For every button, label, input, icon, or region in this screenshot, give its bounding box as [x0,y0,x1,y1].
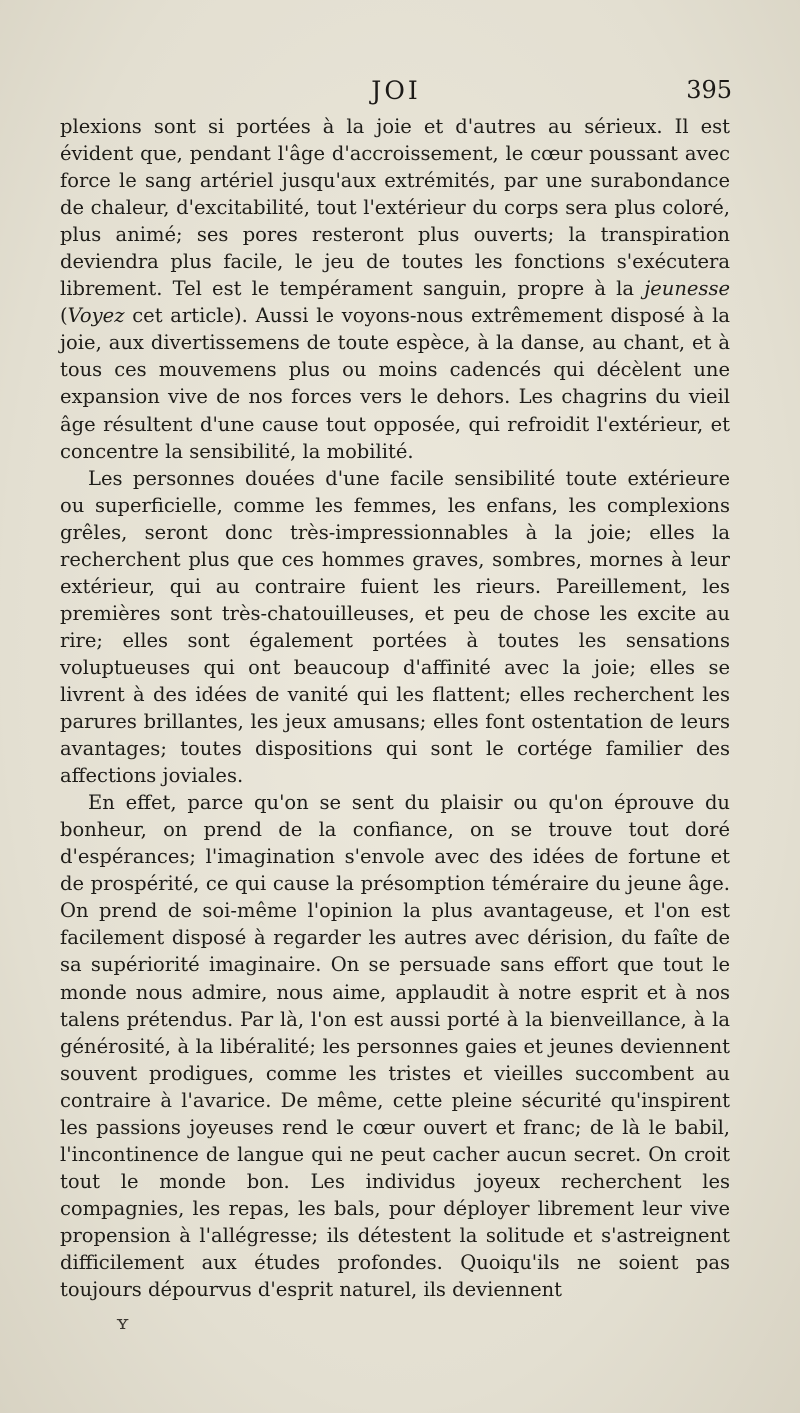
footer-mark: ʏ [116,1310,130,1334]
page-number: 395 [686,76,732,104]
paragraph-1-text-c: cet article). Aussi le voyons-nous extrêmement disposé à la joie, aux divertissemens de toute espèce, à la danse, au chant, et à tous ces mouvemens plus ou moins cadencés qui décèlent une expansion vive de nos forces vers le dehors. Les chagrins du vieil âge résultent d'une cause tout opposée, qui refroidit l'extérieur, et concentre la sensibilité, la mobilité. [60,304,730,463]
italic-jeunesse: jeunesse [644,277,730,301]
italic-voyez: Voyez [67,304,125,328]
body-text [60,113,730,1303]
page-header [60,76,732,112]
paragraph-1-text-b: ( [60,304,68,328]
paragraph-3: En effet, parce qu'on se sent du plaisir ou qu'on éprouve du bonheur, on prend de la confiance, on se trouve tout doré d'espérances; l'imagination s'envole avec des idées de fortune et de prospérité, ce qui cause la présomption téméraire du jeune âge. On prend de soi-même l'opinion la plus avantageuse, et l'on est facilement disposé à regarder les autres avec dérision, du faîte de sa supériorité imaginaire. On se persuade sans effort que tout le monde nous admire, nous aime, applaudit à notre esprit et à nos talens prétendus. Par là, l'on est aussi porté à la bienveillance, à la générosité, à la libéralité; les personnes gaies et jeunes deviennent souvent prodigues, comme les tristes et vieilles succombent au contraire à l'avarice. De même, cette pleine sécurité qu'inspirent les passions joyeuses rend le cœur ouvert et franc; de là le babil, l'incontinence de langue qui ne peut cacher aucun secret. On croit tout le monde bon. Les individus joyeux recherchent les compagnies, les repas, les bals, pour déployer librement leur vive propension à l'allégresse; ils détestent la solitude et s'astreignent difficilement aux études profondes. Quoiqu'ils ne soient pas toujours dépourvus d'esprit naturel, ils deviennent [60,791,730,1302]
paragraph-1-text-a: plexions sont si portées à la joie et d'autres au sérieux. Il est évident que, pendant l'âge d'accroissement, le cœur poussant avec force le sang artériel jusqu'aux extrémités, par une surabondance de chaleur, d'excitabilité, tout l'extérieur du corps sera plus coloré, plus animé; ses pores resteront plus ouverts; la transpiration deviendra plus facile, le jeu de toutes les fonctions s'exécutera librement. Tel est le tempérament sanguin, propre à la [60,115,730,301]
paragraph-2: Les personnes douées d'une facile sensibilité toute extérieure ou superficielle, comme les femmes, les enfans, les complexions grêles, seront donc très-impressionnables à la joie; elles la recherchent plus que ces hommes graves, sombres, mornes à leur extérieur, qui au contraire fuient les rieurs. Pareillement, les premières sont très-chatouilleuses, et peu de chose les excite au rire; elles sont également portées à toutes les sensations voluptueuses qui ont beaucoup d'affinité avec la joie; elles se livrent à des idées de vanité qui les flattent; elles recherchent les parures brillantes, les jeux amusans; elles font ostentation de leurs avantages; toutes dispositions qui sont le cortége familier des affections joviales. [60,466,730,788]
running-head: JOI [371,76,421,105]
paragraph-1 [60,113,730,465]
